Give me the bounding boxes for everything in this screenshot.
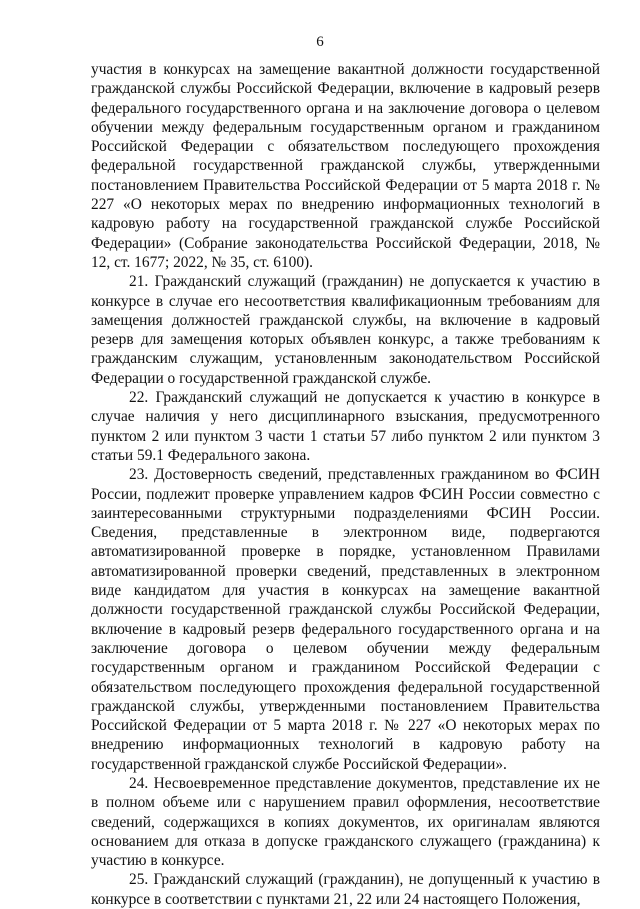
page-number: 6 [316,34,324,50]
paragraph-continuation: участия в конкурсах на замещение вакантной должности государственной гражданской службы Российской Федерации, включение в кадровый резерв федерального государственного органа и на заключение договора о целевом обучении между федеральным государственным органом и гражданином Российской Федерации с обязательством последующего прохождения федеральной государственной гражданской службы, утвержденными постановлением Правительства Российской Федерации от 5 марта 2018 г. № 227 «О некоторых мерах по внедрению информационных технологий в кадровую работу на государственной гражданской службе Российской Федерации» (Собрание законодательства Российской Федерации, 2018, № 12, ст. 1677; 2022, № 35, ст. 6100). [91,61,600,271]
paragraph-item-24: 24. Несвоевременное представление документов, представление их не в полном объеме или с нарушением правил оформления, несоответствие сведений, содержащихся в копиях документов, их оригиналам являются основанием для отказа в допуске гражданского служащего (гражданина) к участию в конкурсе. [91,774,600,870]
paragraph-item-21: 21. Гражданский служащий (гражданин) не допускается к участию в конкурсе в случае его несоответствия квалификационным требованиям для замещения должностей гражданской службы, на включение в кадровый резерв для замещения которых объявлен конкурс, а также требованиям к гражданским служащим, установленным законодательством Российской Федерации о государственной гражданской службе. [91,273,600,387]
paragraph-item-23: 23. Достоверность сведений, представленных гражданином во ФСИН России, подлежит проверке управлением кадров ФСИН России совместно с заинтересованными структурными подразделениями ФСИН России. Сведения, представленные в электронном виде, подвергаются автоматизированной проверке в порядке, установленном Правилами автоматизированной проверки сведений, представленных в электронном виде кандидатом для участия в конкурсах на замещение вакантной должности государственной гражданской службы Российской Федерации, включение в кадровый резерв федерального государственного органа и на заключение договора о целевом обучении между федеральным государственным органом и гражданином Российской Федерации с обязательством последующего прохождения федеральной государственной гражданской службы, утвержденными постановлением Правительства Российской Федерации от 5 марта 2018 г. № 227 «О некоторых мерах по внедрению информационных технологий в кадровую работу на государственной гражданской службе Российской Федерации». [91,466,600,773]
paragraph-item-22: 22. Гражданский служащий не допускается к участию в конкурсе в случае наличия у него дисциплинарного взыскания, предусмотренного пунктом 2 или пунктом 3 части 1 статьи 57 либо пунктом 2 или пунктом 3 статьи 59.1 Федерального закона. [91,389,600,464]
paragraph-item-25: 25. Гражданский служащий (гражданин), не допущенный к участию в конкурсе в соответствии с пунктами 21, 22 или 24 настоящего Положения, [91,871,600,908]
document-body [91,60,600,909]
